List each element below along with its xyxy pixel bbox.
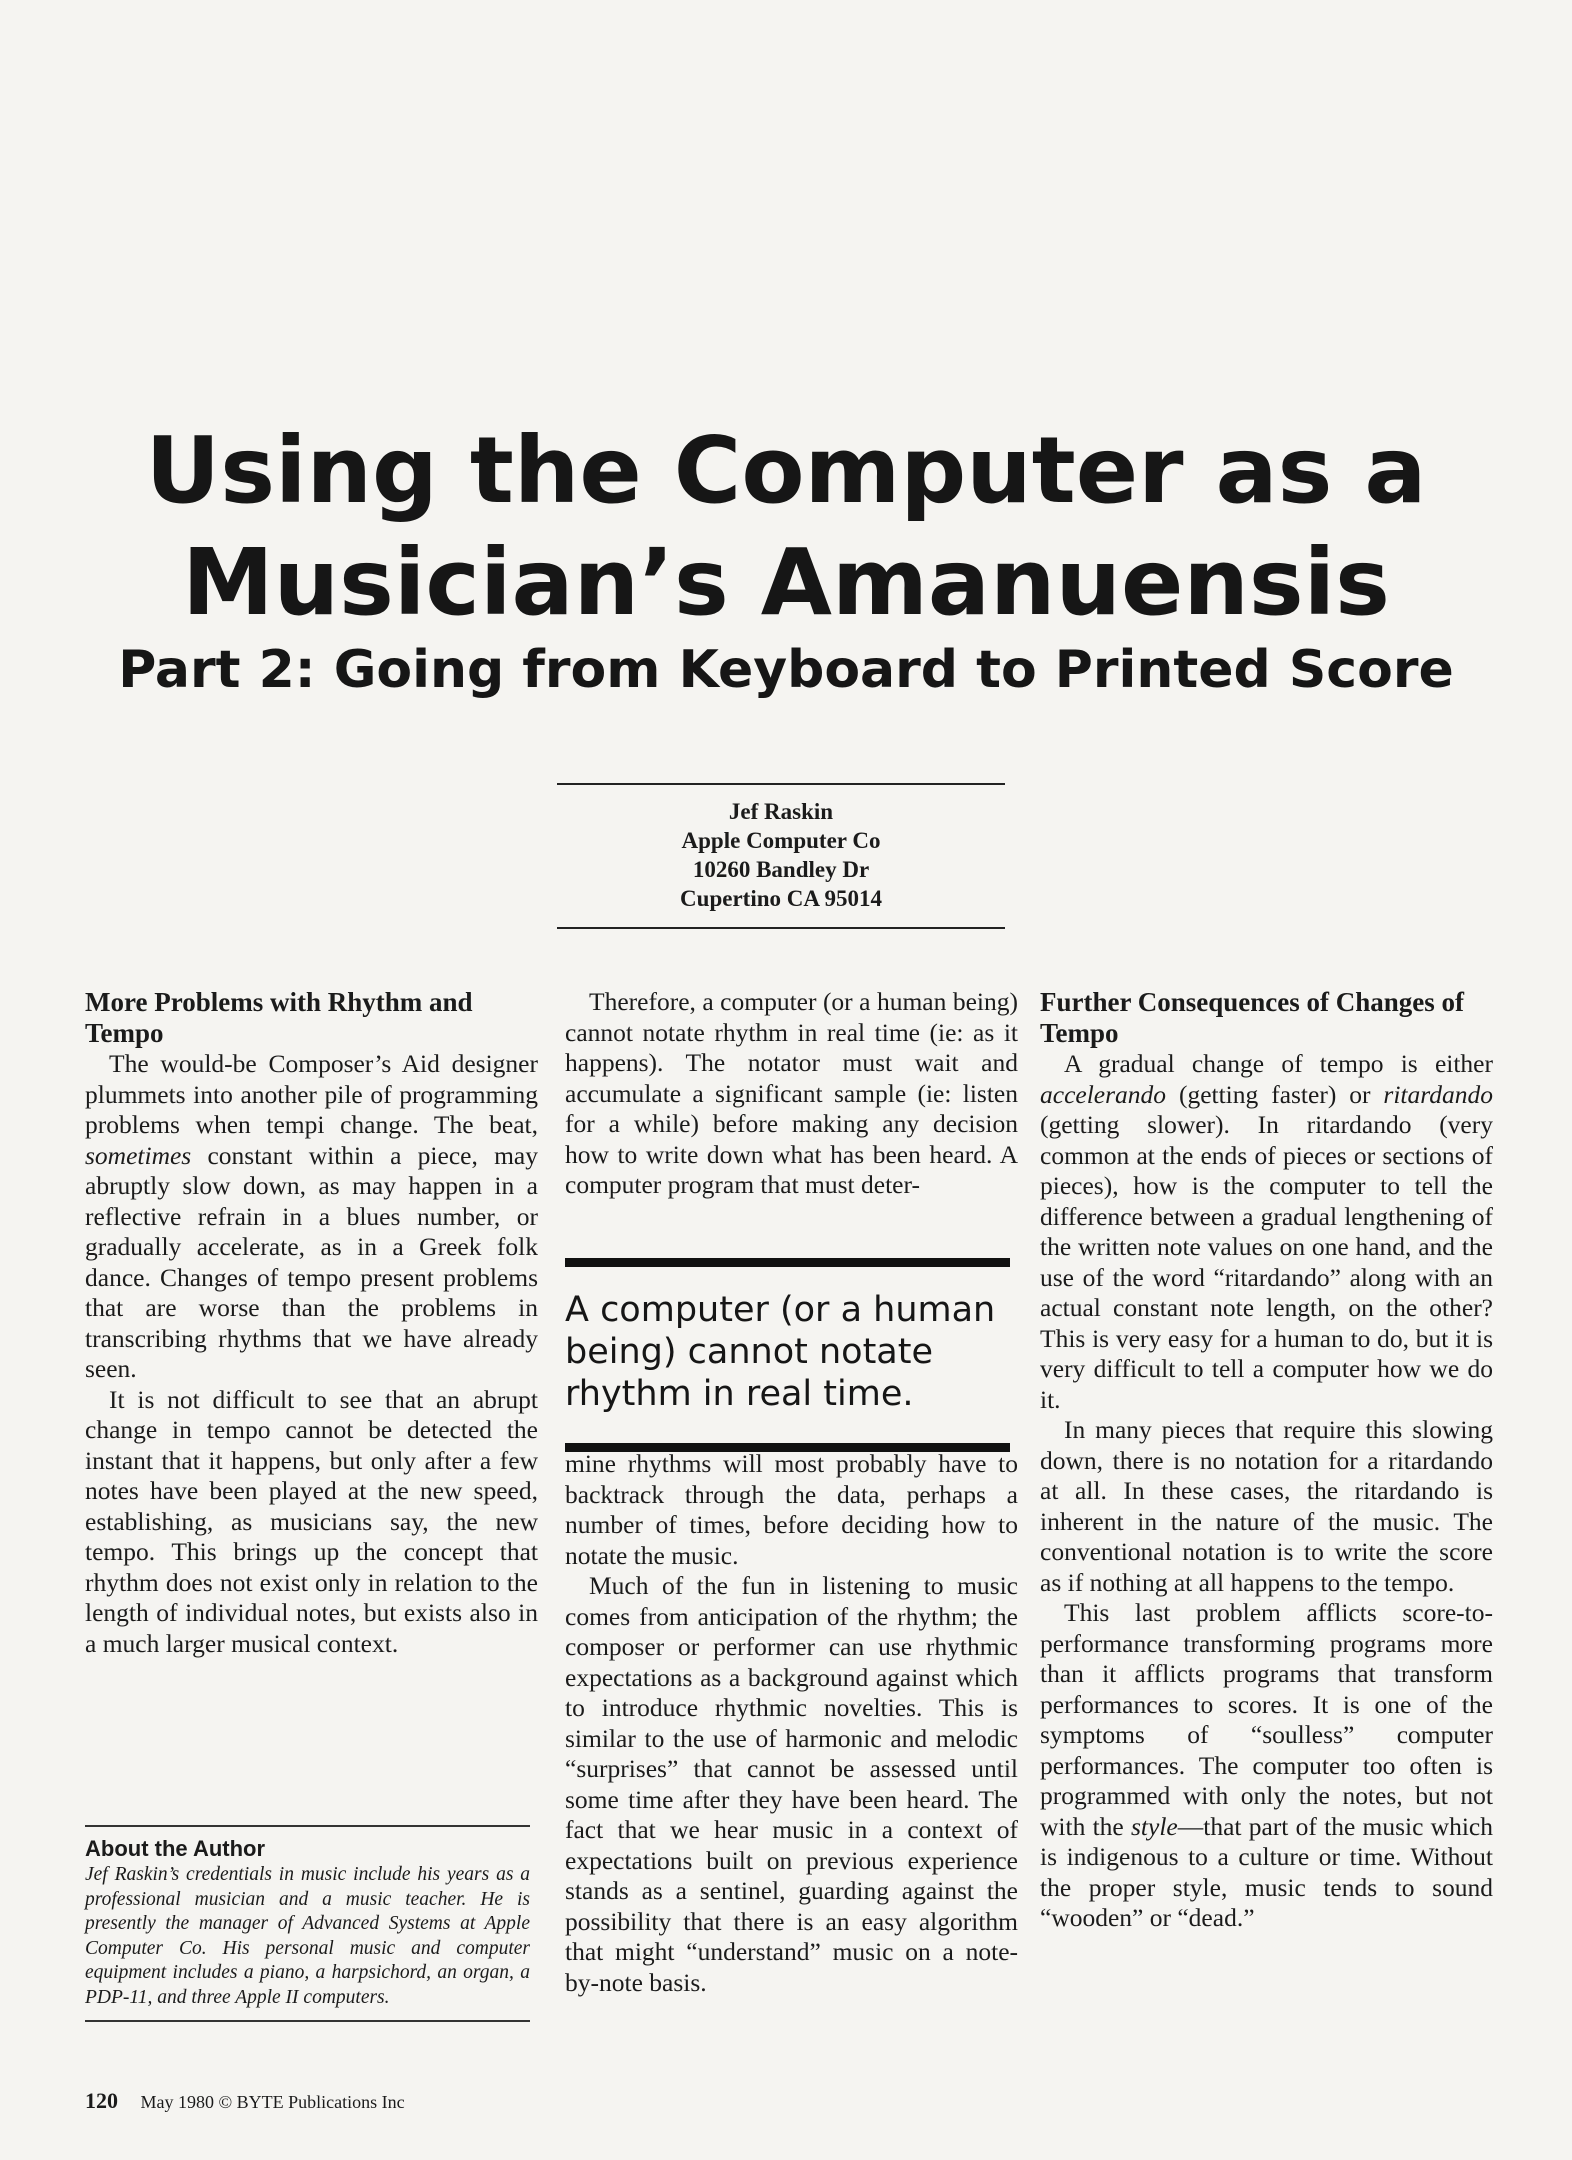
paragraph: Much of the fun in listening to music comes from anticipation of the rhythm; the composer or performer can use rhythmic expectations as a background against which to introduce rhythmic novelties. This is similar to the use of harmonic and melodic “surprises” that cannot be assessed until some time after they have been heard. The fact that we hear music in a context of expectations built on previous experience stands as a sentinel, guarding against the possibility that there is an easy algorithm that might “understand” music on a note-by-note basis. (565, 1571, 1018, 1997)
publication-credit: May 1980 © BYTE Publications Inc (140, 2092, 405, 2112)
author-street: 10260 Bandley Dr (692, 857, 870, 882)
author-org: Apple Computer Co (681, 828, 881, 853)
author-byline (557, 783, 1005, 929)
paragraph: In many pieces that require this slowing down, there is no notation for a ritardando at all. In these cases, the ritardando is inherent in the nature of the music. The conventional notation is to write the score as if nothing at all happens to the tempo. (1040, 1415, 1493, 1597)
paragraph: It is not difficult to see that an abrupt change in tempo cannot be detected the instant that it happens, but only after a few notes have been played at the new speed, establishing, as musicians say, the new tempo. This brings up the concept that rhythm does not exist only in relation to the length of individual notes, but exists also in a much larger musical context. (85, 1384, 538, 1658)
article-title (0, 415, 1572, 639)
emphasis: style (1131, 1811, 1178, 1841)
section-heading-consequences: Further Consequences of Changes of Tempo (1040, 987, 1464, 1048)
page-footer (85, 2088, 405, 2114)
title-line-1: Using the Computer as a (145, 417, 1427, 524)
paragraph: mine rhythms will most probably have to backtrack through the data, perhaps a number of times, before deciding how to notate the music. (565, 1449, 1018, 1570)
column-1 (85, 987, 538, 1659)
column-2-top (565, 987, 1018, 1201)
paragraph: A gradual change of tempo is either accelerando (getting faster) or ritardando (getting slower). In ritardando (very common at the ends of pieces or sections of pieces), how is the computer to tell the difference between a gradual lengthening of the written note values on one hand, and the use of the word “ritardando” along with an actual constant note length, on the other? This is very easy for a human to do, but it is very difficult to tell a computer how we do it. (1040, 1049, 1493, 1414)
emphasis: ritardando (1383, 1079, 1493, 1109)
section-heading-rhythm-tempo: More Problems with Rhythm and Tempo (85, 987, 473, 1048)
title-line-2: Musician’s Amanuensis (182, 529, 1390, 636)
column-3 (1040, 987, 1493, 1934)
page-number: 120 (85, 2088, 118, 2113)
article-subtitle: Part 2: Going from Keyboard to Printed Score (118, 640, 1454, 700)
author-name: Jef Raskin (728, 799, 834, 824)
pull-quote: A computer (or a human being) cannot notate rhythm in real time. (565, 1258, 1010, 1452)
paragraph: Therefore, a computer (or a human being) cannot notate rhythm in real time (ie: as it happens). The notator must wait and accumulate a significant sample (ie: listen for a while) before making any decision how to write down what has been heard. A computer program that must deter- (565, 987, 1018, 1199)
emphasis: sometimes (85, 1140, 192, 1170)
column-2-bottom (565, 1449, 1018, 1998)
about-the-author-box (85, 1825, 530, 2022)
author-city: Cupertino CA 95014 (680, 886, 882, 911)
paragraph: The would-be Composer’s Aid designer plummets into another pile of programming problems when tempi change. The beat, sometimes constant within a piece, may abruptly slow down, as may happen in a reflective refrain in a blues number, or gradually accelerate, as in a Greek folk dance. Changes of tempo present problems that are worse than the problems in transcribing rhythms that we have already seen. (85, 1049, 538, 1383)
about-heading: About the Author (85, 1836, 266, 1861)
paragraph: This last problem afflicts score-to-performance transforming programs more than it afflicts programs that transform performances to scores. It is one of the symptoms of “soulless” computer performances. The computer too often is programmed with only the notes, but not with the style—that part of the music which is indigenous to a culture or time. Without the proper style, music tends to sound “wooden” or “dead.” (1040, 1598, 1493, 1932)
emphasis: accelerando (1040, 1079, 1167, 1109)
about-text: Jef Raskin’s credentials in music include his years as a professional musician and a music teacher. He is presently the manager of Advanced Systems at Apple Computer Co. His personal music and computer equipment includes a piano, a harpsichord, an organ, a PDP-11, and three Apple II computers. (85, 1864, 530, 2008)
